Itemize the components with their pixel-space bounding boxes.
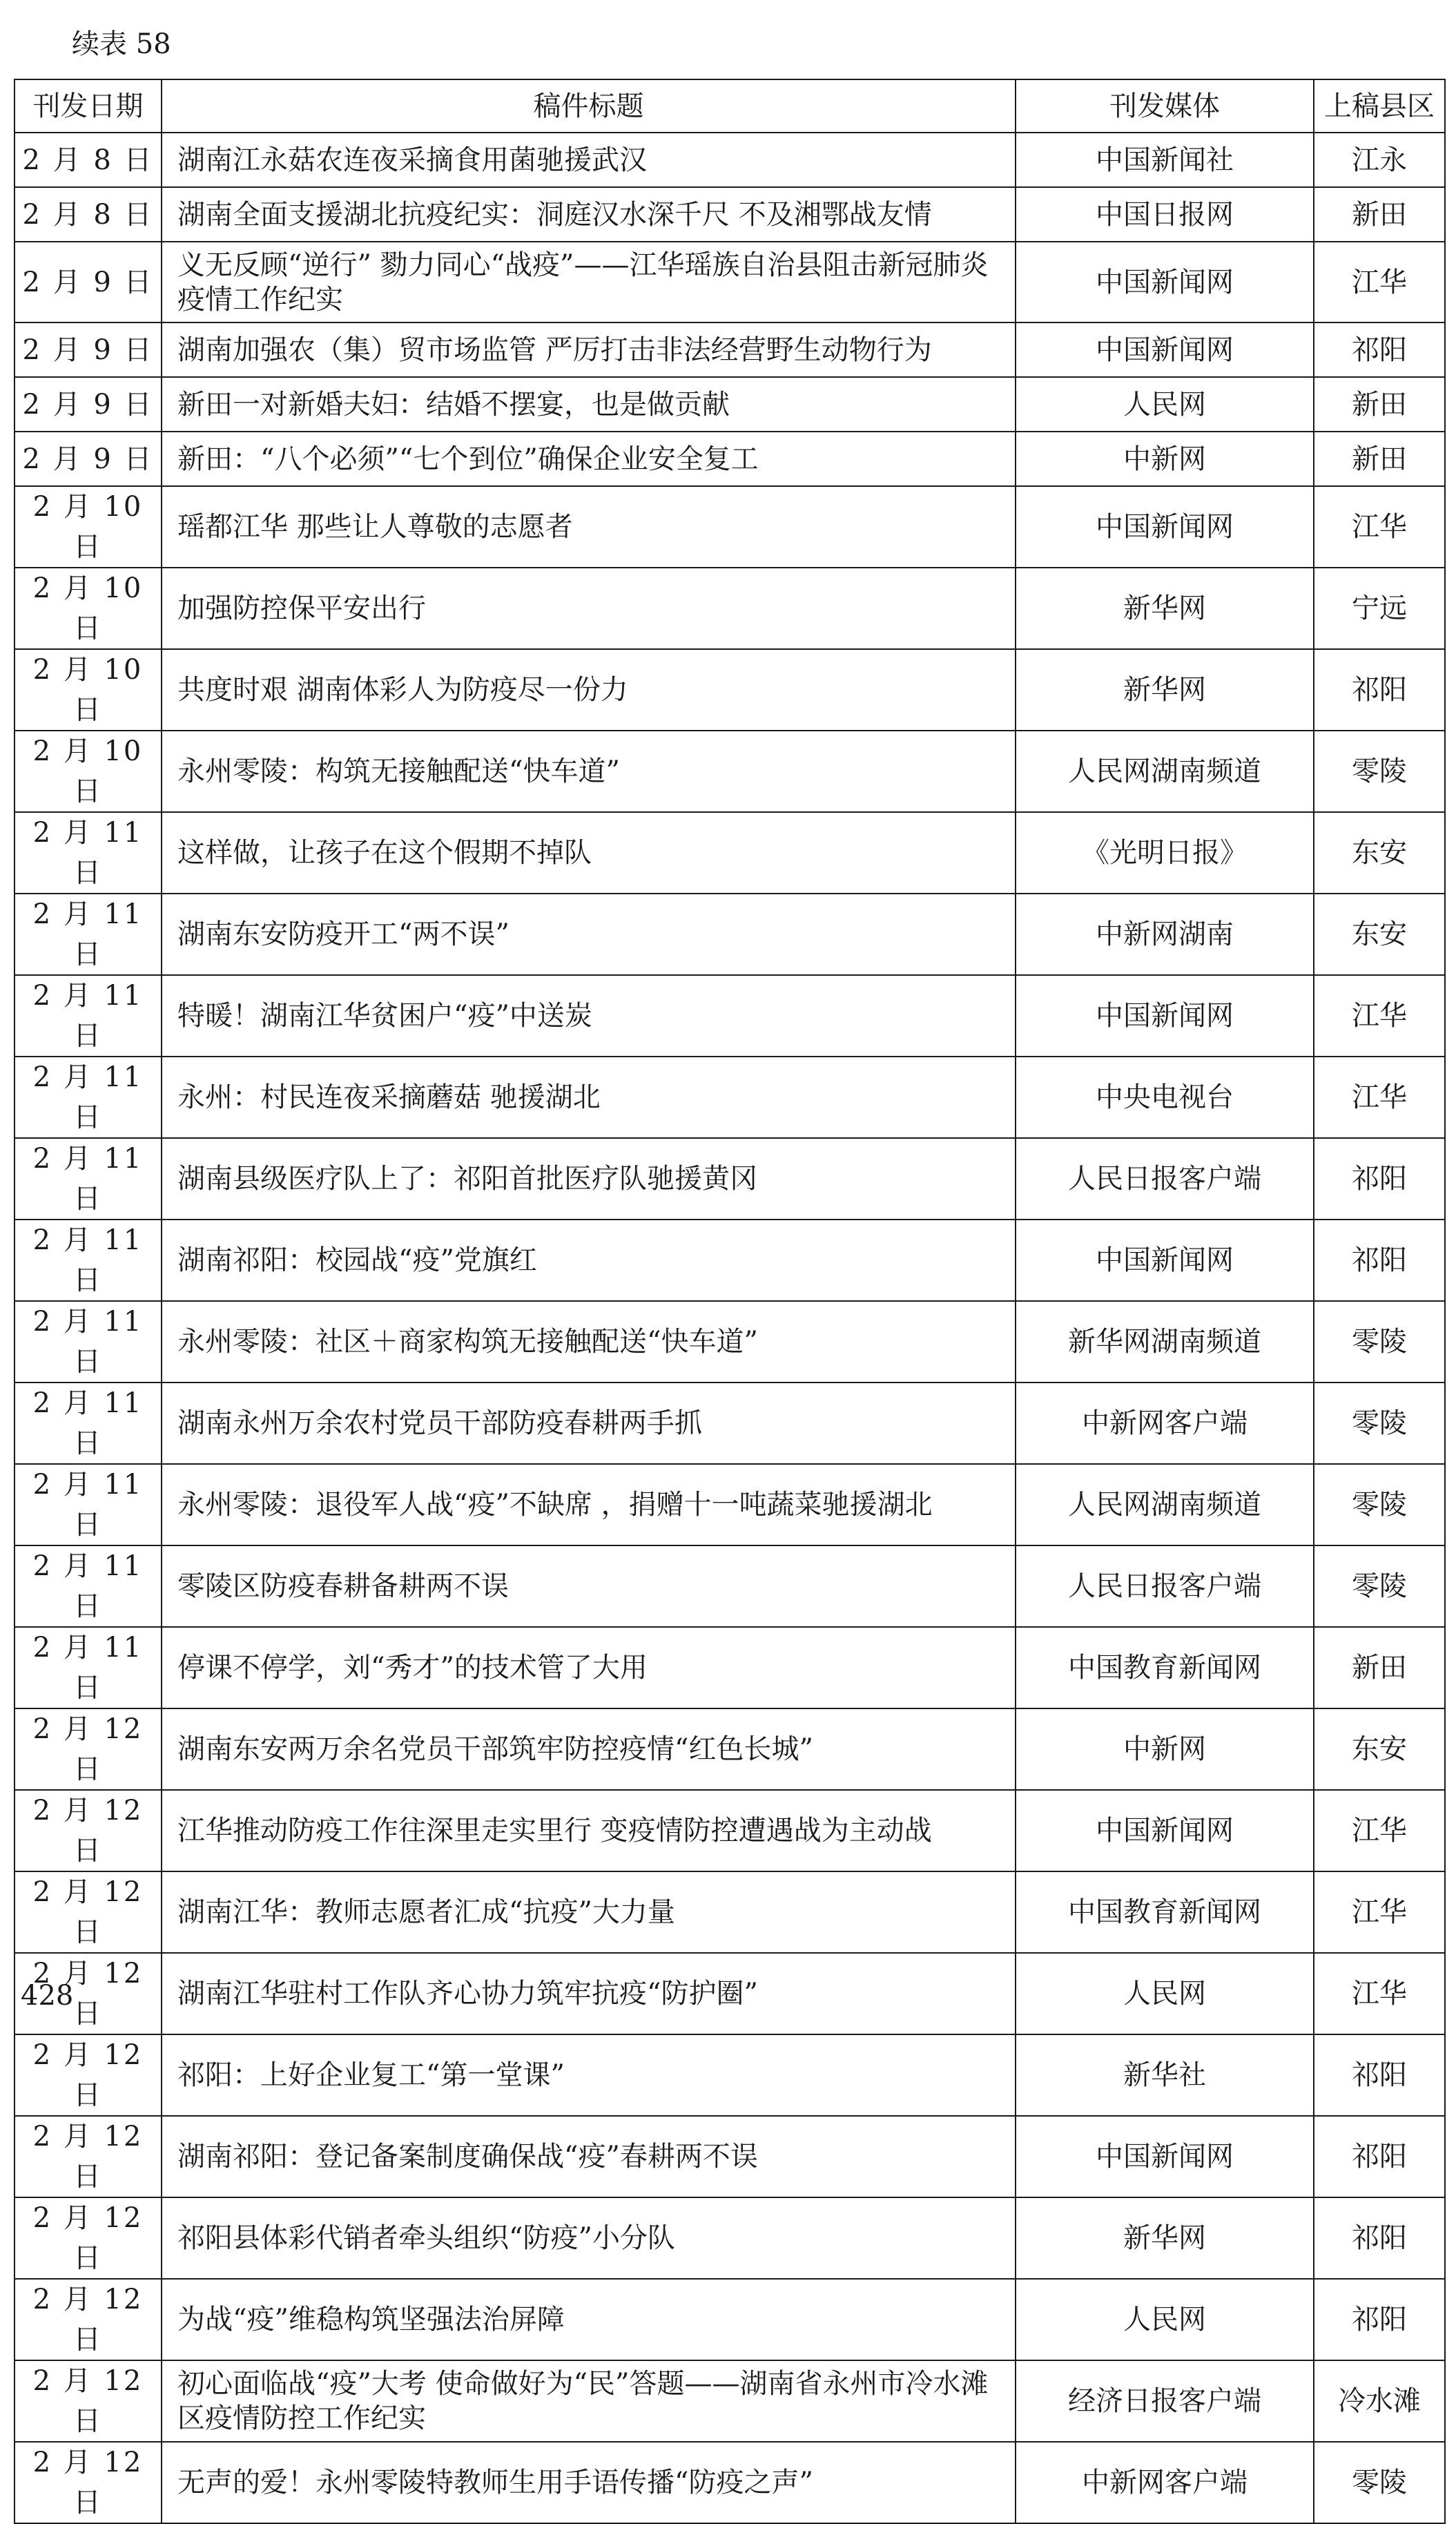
date-cell: 2 月 11 日 [14,1301,162,1383]
table-row [14,2442,1445,2523]
date-cell: 2 月 12 日 [14,1708,162,1790]
table-row [14,1545,1445,1627]
table-row [14,1383,1445,1464]
title-cell: 湖南东安防疫开工“两不误” [162,894,1016,975]
county-cell: 江华 [1314,1057,1445,1138]
date-cell: 2 月 12 日 [14,2197,162,2279]
county-cell: 祁阳 [1314,322,1445,377]
county-cell: 祁阳 [1314,2116,1445,2197]
table-row [14,1301,1445,1383]
date-cell: 2 月 11 日 [14,1464,162,1545]
media-cell: 中国新闻网 [1016,322,1314,377]
media-cell: 中新网 [1016,432,1314,486]
media-cell: 中新网客户端 [1016,2442,1314,2523]
county-cell: 新田 [1314,187,1445,242]
date-cell: 2 月 12 日 [14,2034,162,2116]
media-cell: 新华网 [1016,568,1314,649]
media-cell: 中央电视台 [1016,1057,1314,1138]
county-cell: 宁远 [1314,568,1445,649]
media-cell: 中国新闻网 [1016,486,1314,568]
media-cell: 中国新闻网 [1016,2116,1314,2197]
date-cell: 2 月 9 日 [14,377,162,432]
table-row [14,1057,1445,1138]
media-cell: 中国新闻网 [1016,242,1314,322]
county-cell: 江华 [1314,975,1445,1057]
title-cell: 祁阳：上好企业复工“第一堂课” [162,2034,1016,2116]
title-cell: 瑶都江华 那些让人尊敬的志愿者 [162,486,1016,568]
date-cell: 2 月 11 日 [14,1545,162,1627]
table-row [14,377,1445,432]
county-cell: 新田 [1314,432,1445,486]
report-table [14,79,1446,2524]
media-cell: 中国教育新闻网 [1016,1871,1314,1953]
date-cell: 2 月 12 日 [14,1790,162,1871]
county-cell: 祁阳 [1314,1138,1445,1220]
table-row [14,568,1445,649]
table-row [14,2034,1445,2116]
title-cell: 义无反顾“逆行” 勠力同心“战疫”——江华瑶族自治县阻击新冠肺炎疫情工作纪实 [162,242,1016,322]
table-row [14,1138,1445,1220]
county-cell: 祁阳 [1314,2197,1445,2279]
title-cell: 特暖！湖南江华贫困户“疫”中送炭 [162,975,1016,1057]
date-cell: 2 月 9 日 [14,242,162,322]
media-cell: 中国新闻网 [1016,1220,1314,1301]
county-cell: 零陵 [1314,2442,1445,2523]
table-row [14,812,1445,894]
title-cell: 新田：“八个必须”“七个到位”确保企业安全复工 [162,432,1016,486]
county-cell: 江永 [1314,133,1445,187]
media-cell: 人民网湖南频道 [1016,1464,1314,1545]
media-cell: 中国新闻社 [1016,133,1314,187]
table-row [14,2360,1445,2442]
media-cell: 新华网 [1016,649,1314,731]
media-cell: 新华网湖南频道 [1016,1301,1314,1383]
page-number: 428 [21,1980,74,2012]
county-cell: 零陵 [1314,1383,1445,1464]
title-cell: 祁阳县体彩代销者牵头组织“防疫”小分队 [162,2197,1016,2279]
county-cell: 新田 [1314,1627,1445,1708]
date-cell: 2 月 9 日 [14,432,162,486]
county-cell: 江华 [1314,1871,1445,1953]
date-cell: 2 月 8 日 [14,187,162,242]
date-cell: 2 月 11 日 [14,1383,162,1464]
media-cell: 人民网 [1016,377,1314,432]
table-row [14,2279,1445,2360]
table-caption: 续表 58 [72,28,171,60]
title-cell: 永州零陵：退役军人战“疫”不缺席 ，捐赠十一吨蔬菜驰援湖北 [162,1464,1016,1545]
title-cell: 共度时艰 湖南体彩人为防疫尽一份力 [162,649,1016,731]
media-cell: 新华网 [1016,2197,1314,2279]
table-row [14,975,1445,1057]
media-cell: 中国教育新闻网 [1016,1627,1314,1708]
date-cell: 2 月 11 日 [14,1057,162,1138]
county-cell: 冷水滩 [1314,2360,1445,2442]
header-media: 刊发媒体 [1016,79,1314,133]
table-row [14,187,1445,242]
county-cell: 祁阳 [1314,2279,1445,2360]
table-row [14,486,1445,568]
title-cell: 湖南江永菇农连夜采摘食用菌驰援武汉 [162,133,1016,187]
table-row [14,2197,1445,2279]
county-cell: 东安 [1314,894,1445,975]
date-cell: 2 月 11 日 [14,1627,162,1708]
title-cell: 湖南东安两万余名党员干部筑牢防控疫情“红色长城” [162,1708,1016,1790]
table-row [14,1627,1445,1708]
county-cell: 祁阳 [1314,1220,1445,1301]
title-cell: 这样做，让孩子在这个假期不掉队 [162,812,1016,894]
title-cell: 湖南全面支援湖北抗疫纪实：洞庭汉水深千尺 不及湘鄂战友情 [162,187,1016,242]
date-cell: 2 月 10 日 [14,731,162,812]
table-row [14,731,1445,812]
header-title: 稿件标题 [162,79,1016,133]
date-cell: 2 月 11 日 [14,812,162,894]
table-row [14,1220,1445,1301]
title-cell: 加强防控保平安出行 [162,568,1016,649]
date-cell: 2 月 12 日 [14,2360,162,2442]
table-row [14,432,1445,486]
media-cell: 经济日报客户端 [1016,2360,1314,2442]
date-cell: 2 月 11 日 [14,894,162,975]
title-cell: 湖南永州万余农村党员干部防疫春耕两手抓 [162,1383,1016,1464]
media-cell: 中国日报网 [1016,187,1314,242]
date-cell: 2 月 12 日 [14,1871,162,1953]
title-cell: 永州：村民连夜采摘蘑菇 驰援湖北 [162,1057,1016,1138]
table-row [14,1871,1445,1953]
media-cell: 人民网 [1016,1953,1314,2034]
table-row [14,1464,1445,1545]
date-cell: 2 月 8 日 [14,133,162,187]
header-date: 刊发日期 [14,79,162,133]
table-row [14,1953,1445,2034]
media-cell: 《光明日报》 [1016,812,1314,894]
media-cell: 新华社 [1016,2034,1314,2116]
title-cell: 永州零陵：构筑无接触配送“快车道” [162,731,1016,812]
date-cell: 2 月 11 日 [14,975,162,1057]
date-cell: 2 月 10 日 [14,568,162,649]
county-cell: 东安 [1314,1708,1445,1790]
date-cell: 2 月 12 日 [14,2116,162,2197]
title-cell: 湖南祁阳：登记备案制度确保战“疫”春耕两不误 [162,2116,1016,2197]
date-cell: 2 月 12 日 [14,2279,162,2360]
media-cell: 中国新闻网 [1016,1790,1314,1871]
title-cell: 无声的爱！永州零陵特教师生用手语传播“防疫之声” [162,2442,1016,2523]
table-row [14,242,1445,322]
table-row [14,1708,1445,1790]
county-cell: 祁阳 [1314,2034,1445,2116]
title-cell: 湖南江华驻村工作队齐心协力筑牢抗疫“防护圈” [162,1953,1016,2034]
title-cell: 零陵区防疫春耕备耕两不误 [162,1545,1016,1627]
media-cell: 中新网客户端 [1016,1383,1314,1464]
county-cell: 江华 [1314,1953,1445,2034]
date-cell: 2 月 10 日 [14,486,162,568]
table-body [14,133,1445,2523]
date-cell: 2 月 12 日 [14,1953,162,2034]
media-cell: 中国新闻网 [1016,975,1314,1057]
header-county: 上稿县区 [1314,79,1445,133]
title-cell: 新田一对新婚夫妇：结婚不摆宴，也是做贡献 [162,377,1016,432]
title-cell: 停课不停学，刘“秀才”的技术管了大用 [162,1627,1016,1708]
table-header-row [14,79,1445,133]
title-cell: 永州零陵：社区＋商家构筑无接触配送“快车道” [162,1301,1016,1383]
table-row [14,133,1445,187]
media-cell: 中新网 [1016,1708,1314,1790]
county-cell: 祁阳 [1314,649,1445,731]
title-cell: 湖南县级医疗队上了：祁阳首批医疗队驰援黄冈 [162,1138,1016,1220]
date-cell: 2 月 9 日 [14,322,162,377]
date-cell: 2 月 12 日 [14,2442,162,2523]
county-cell: 江华 [1314,242,1445,322]
table-row [14,2116,1445,2197]
county-cell: 零陵 [1314,1464,1445,1545]
title-cell: 湖南江华：教师志愿者汇成“抗疫”大力量 [162,1871,1016,1953]
county-cell: 江华 [1314,1790,1445,1871]
media-cell: 人民日报客户端 [1016,1545,1314,1627]
date-cell: 2 月 11 日 [14,1138,162,1220]
county-cell: 江华 [1314,486,1445,568]
date-cell: 2 月 10 日 [14,649,162,731]
county-cell: 零陵 [1314,1301,1445,1383]
media-cell: 人民网湖南频道 [1016,731,1314,812]
county-cell: 零陵 [1314,1545,1445,1627]
county-cell: 东安 [1314,812,1445,894]
table-row [14,649,1445,731]
title-cell: 湖南加强农（集）贸市场监管 严厉打击非法经营野生动物行为 [162,322,1016,377]
title-cell: 江华推动防疫工作往深里走实里行 变疫情防控遭遇战为主动战 [162,1790,1016,1871]
media-cell: 人民日报客户端 [1016,1138,1314,1220]
county-cell: 新田 [1314,377,1445,432]
table-row [14,322,1445,377]
table-row [14,1790,1445,1871]
title-cell: 初心面临战“疫”大考 使命做好为“民”答题——湖南省永州市冷水滩区疫情防控工作纪实 [162,2360,1016,2442]
date-cell: 2 月 11 日 [14,1220,162,1301]
media-cell: 中新网湖南 [1016,894,1314,975]
table-row [14,894,1445,975]
county-cell: 零陵 [1314,731,1445,812]
title-cell: 为战“疫”维稳构筑坚强法治屏障 [162,2279,1016,2360]
title-cell: 湖南祁阳：校园战“疫”党旗红 [162,1220,1016,1301]
media-cell: 人民网 [1016,2279,1314,2360]
